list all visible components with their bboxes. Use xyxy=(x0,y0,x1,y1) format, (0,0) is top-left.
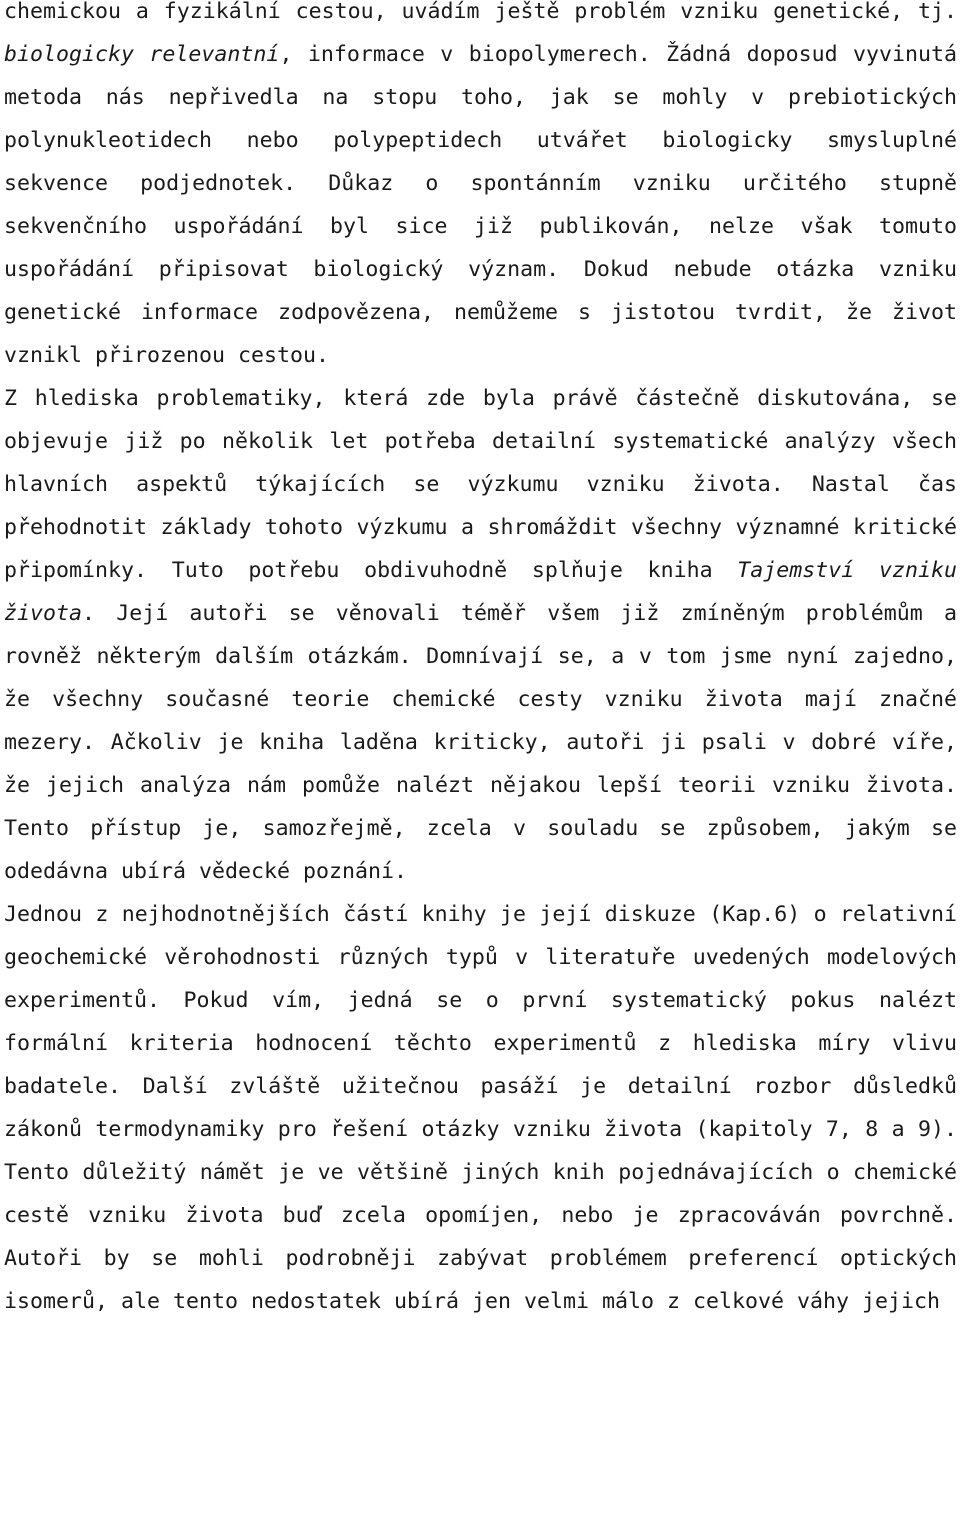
book-title: Tajemství vzniku života xyxy=(4,558,957,626)
paragraph-text: , informace v biopolymerech. Žádná doposud vyvinutá metoda nás nepřivedla na stopu toho, jak se mohly v prebiotických polynukleotidech nebo polypeptidech utvářet biologicky smysluplné sekvence podjednotek. Důkaz o spontánním vzniku určitého stupně sekvenčního uspořádání byl sice již publikován, nelze však tomuto uspořádání připisovat biologický význam. Dokud nebude otázka vzniku genetické informace zodpovězena, nemůžeme s jistotou tvrdit, že život vznikl přirozenou cestou. xyxy=(4,42,957,368)
document-page xyxy=(4,0,957,1323)
italic-emphasis: biologicky relevantní xyxy=(4,42,280,67)
paragraph-book-review xyxy=(4,377,957,893)
paragraph-text: Jednou z nejhodnotnějších částí knihy je její diskuze (Kap.6) o relativní geochemické věrohodnosti různých typů v literatuře uvedených modelových experimentů. Pokud vím, jedná se o první systematický pokus nalézt formální kriteria hodnocení těchto experimentů z hlediska míry vlivu badatele. Další zvláště užitečnou pasáží je detailní rozbor důsledků zákonů termodynamiky pro řešení otázky vzniku života (kapitoly 7, 8 a 9). Tento důležitý námět je ve většině jiných knih pojednávajících o chemické cestě vzniku života buď zcela opomíjen, nebo je zpracováván povrchně. Autoři by se mohli podrobněji zabývat problémem preferencí optických isomerů, ale tento nedostatek ubírá jen velmi málo z celkové váhy jejich xyxy=(4,902,957,1314)
paragraph-text: Z hlediska problematiky, která zde byla právě částečně diskutována, se objevuje již po několik let potřeba detailní systematické analýzy všech hlavních aspektů týkajících se výzkumu vzniku života. Nastal čas přehodnotit základy tohoto výzkumu a shromáždit všechny významné kritické připomínky. Tuto potřebu obdivuhodně splňuje kniha xyxy=(4,386,957,583)
paragraph-genetic-information xyxy=(4,0,957,377)
paragraph-text: . Její autoři se věnovali téměř všem již zmíněným problémům a rovněž některým dalším otázkám. Domnívají se, a v tom jsme nyní zajedno, že všechny současné teorie chemické cesty vzniku života mají značné mezery. Ačkoliv je kniha laděna kriticky, autoři ji psali v dobré víře, že jejich analýza nám pomůže nalézt nějakou lepší teorii vzniku života. Tento přístup je, samozřejmě, zcela v souladu se způsobem, jakým se odedávna ubírá vědecké poznání. xyxy=(4,601,957,884)
paragraph-book-discussion xyxy=(4,893,957,1323)
paragraph-text: chemickou a fyzikální cestou, uvádím ještě problém vzniku genetické, tj. xyxy=(4,0,957,24)
